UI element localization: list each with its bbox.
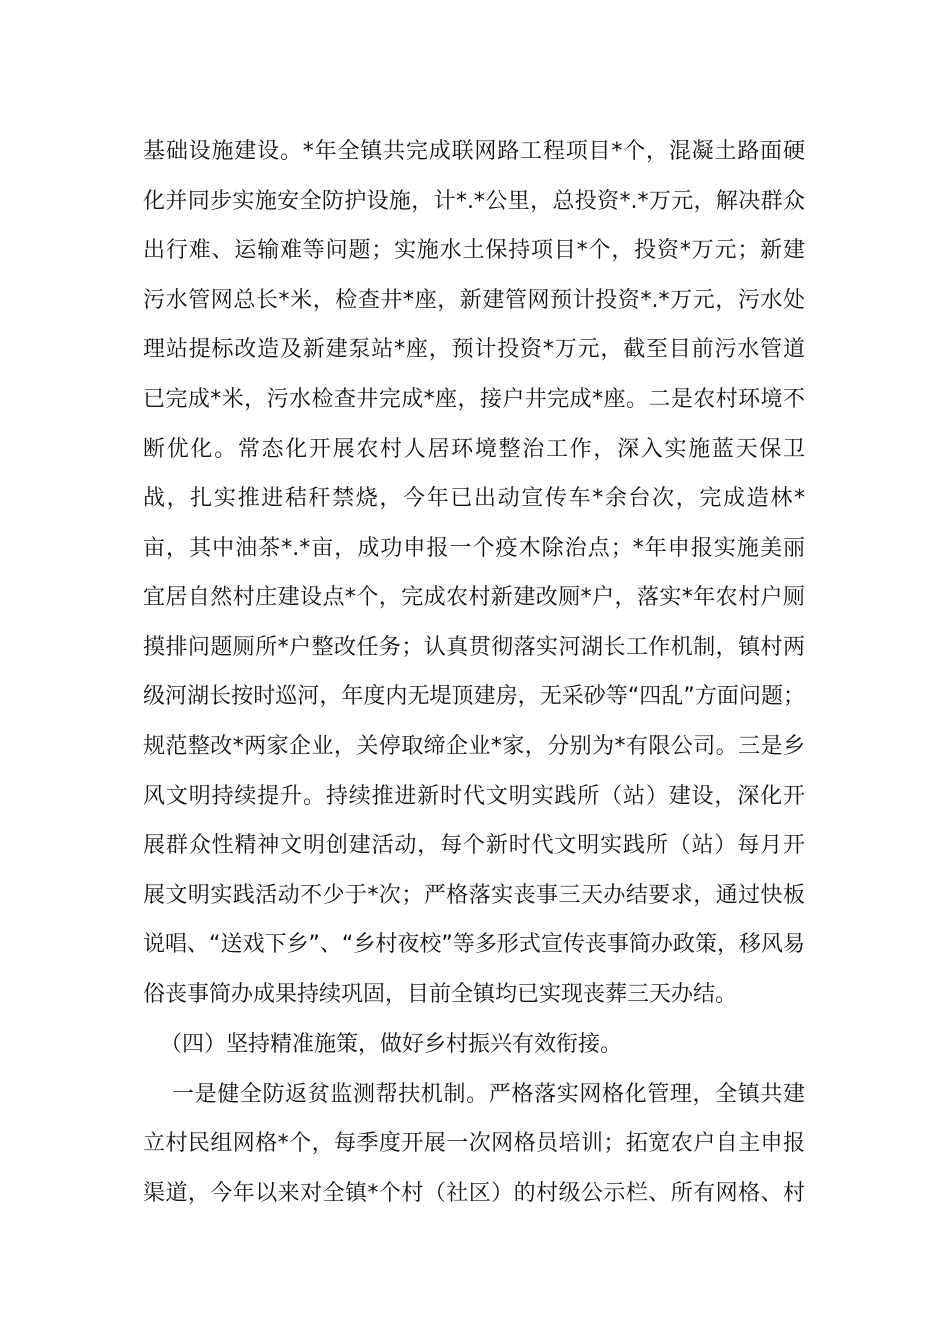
body-text-line: 立村民组网格*个，每季度开展一次网格员培训；拓宽农户自主申报 <box>143 1131 805 1156</box>
body-text-line: 污水管网总长*米，检查井*座，新建管网预计投资*.*万元，污水处 <box>143 288 805 313</box>
section-heading: （四）坚持精准施策，做好乡村振兴有效衔接。 <box>160 1032 623 1057</box>
body-text-line: 一是健全防返贫监测帮扶机制。严格落实网格化管理，全镇共建 <box>172 1082 805 1107</box>
body-text-line: 亩，其中油茶*.*亩，成功申报一个疫木除治点；*年申报实施美丽 <box>143 536 805 561</box>
body-text-line: 展群众性精神文明创建活动，每个新时代文明实践所（站）每月开 <box>143 833 805 858</box>
body-text-line: 规范整改*两家企业，关停取缔企业*家，分别为*有限公司。三是乡 <box>143 734 805 759</box>
body-text-line: 展文明实践活动不少于*次；严格落实丧事三天办结要求，通过快板 <box>143 883 805 908</box>
body-text-line: 风文明持续提升。持续推进新时代文明实践所（站）建设，深化开 <box>143 784 805 809</box>
body-text-line: 俗丧事简办成果持续巩固，目前全镇均已实现丧葬三天办结。 <box>143 982 738 1007</box>
body-text-line: 出行难、运输难等问题；实施水土保持项目*个，投资*万元；新建 <box>143 238 805 263</box>
body-text-line: 级河湖长按时巡河，年度内无堤顶建房，无采砂等“四乱”方面问题； <box>143 684 805 709</box>
body-text-line: 宜居自然村庄建设点*个，完成农村新建改厕*户，落实*年农村户厕 <box>143 585 805 610</box>
body-text-line: 已完成*米，污水检查井完成*座，接户井完成*座。二是农村环境不 <box>143 387 805 412</box>
body-text-line: 化并同步实施安全防护设施，计*.*公里，总投资*.*万元，解决群众 <box>143 189 805 214</box>
body-text-line: 战，扎实推进秸秆禁烧，今年已出动宣传车*余台次，完成造林* <box>143 486 805 511</box>
body-text-line: 说唱、“送戏下乡”、“乡村夜校”等多形式宣传丧事简办政策，移风易 <box>143 932 805 957</box>
body-text-line: 摸排问题厕所*户整改任务；认真贯彻落实河湖长工作机制，镇村两 <box>143 635 805 660</box>
body-text-line: 基础设施建设。*年全镇共完成联网路工程项目*个，混凝土路面硬 <box>143 139 805 164</box>
body-text-line: 断优化。常态化开展农村人居环境整治工作，深入实施蓝天保卫 <box>143 437 805 462</box>
body-text-line: 渠道，今年以来对全镇*个村（社区）的村级公示栏、所有网格、村 <box>143 1181 805 1206</box>
body-text-line: 理站提标改造及新建泵站*座，预计投资*万元，截至目前污水管道 <box>143 337 805 362</box>
